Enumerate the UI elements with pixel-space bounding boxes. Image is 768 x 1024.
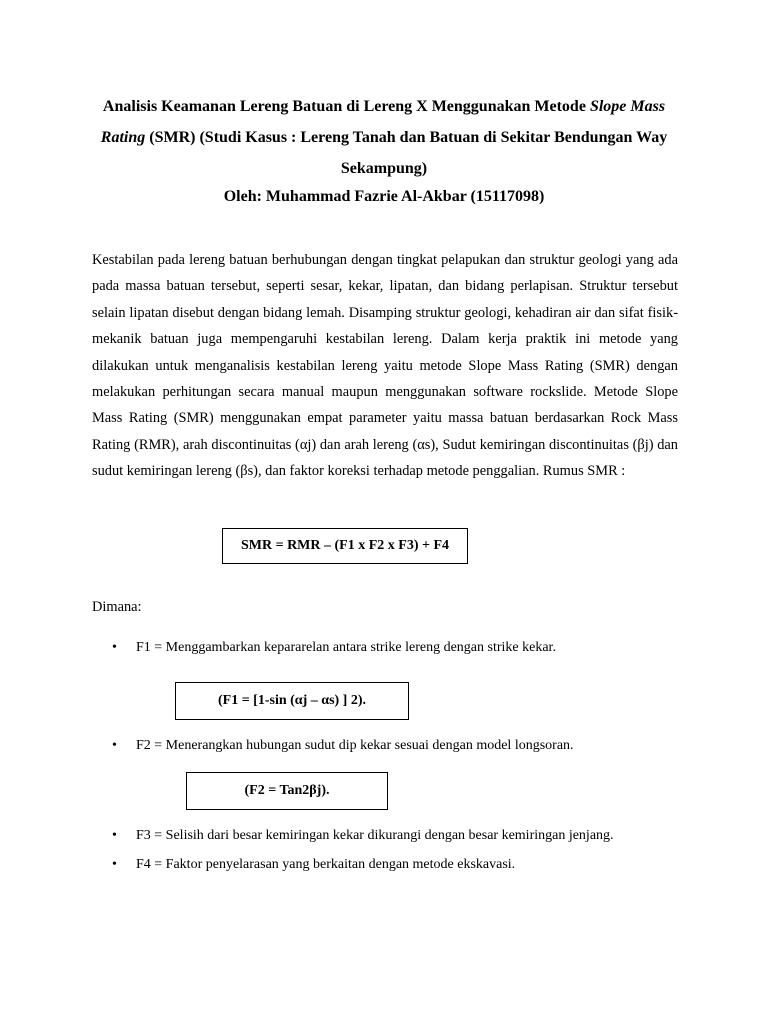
dimana-label: Dimana:: [92, 599, 142, 615]
bullet-dot: •: [112, 828, 117, 843]
document-title: [80, 91, 688, 184]
bullet-text: F2 = Menerangkan hubungan sudut dip kekar sesuai dengan model longsoran.: [136, 738, 574, 753]
smr-formula-box: SMR = RMR – (F1 x F2 x F3) + F4: [222, 528, 468, 564]
title-text-part2: (SMR) (Studi Kasus : Lereng Tanah dan Batuan di Sekitar Bendungan Way Sekampung): [145, 129, 668, 177]
bullet-item-f1: [112, 638, 556, 658]
bullet-item-f3: [112, 826, 614, 846]
author-line: Oleh: Muhammad Fazrie Al-Akbar (15117098): [223, 188, 545, 205]
bullet-item-f4: [112, 855, 515, 875]
bullet-text: F1 = Menggambarkan kepararelan antara strike lereng dengan strike kekar.: [136, 640, 556, 655]
title-italic-text: Slope Mass Rating: [100, 98, 666, 146]
bullet-dot: •: [112, 640, 117, 655]
bullet-dot: •: [112, 857, 117, 872]
title-text-part1: Analisis Keamanan Lereng Batuan di Lereng X Menggunakan Metode: [102, 98, 590, 115]
f2-formula-box: (F2 = Tan2βj).: [186, 772, 388, 810]
bullet-item-f2: [112, 736, 574, 756]
bullet-text: F4 = Faktor penyelarasan yang berkaitan dengan metode ekskavasi.: [136, 857, 516, 872]
body-paragraph: Kestabilan pada lereng batuan berhubungan dengan tingkat pelapukan dan struktur geologi yang ada pada massa batuan tersebut, seperti sesar, kekar, lipatan, dan bidang perlapisan. Struktur tersebut selain lipatan disebut dengan bidang lemah. Disamping struktur geologi, kehadiran air dan sifat fisik-mekanik batuan juga mempengaruhi kestabilan lereng. Dalam kerja praktik ini metode yang dilakukan untuk menganalisis kestabilan lereng yaitu metode Slope Mass Rating (SMR) dengan melakukan perhitungan secara manual maupun menggunakan software rockslide. Metode Slope Mass Rating (SMR) menggunakan empat parameter yaitu massa batuan berdasarkan Rock Mass Rating (RMR), arah discontinuitas (αj) dan arah lereng (αs), Sudut kemiringan discontinuitas (βj) dan sudut kemiringan lereng (βs), dan faktor koreksi terhadap metode penggalian. Rumus SMR :: [92, 252, 678, 480]
bullet-dot: •: [112, 738, 117, 753]
f1-formula-box: (F1 = [1-sin (αj – αs) ] 2).: [175, 682, 409, 720]
bullet-text: F3 = Selisih dari besar kemiringan kekar dikurangi dengan besar kemiringan jenjang.: [136, 828, 614, 843]
